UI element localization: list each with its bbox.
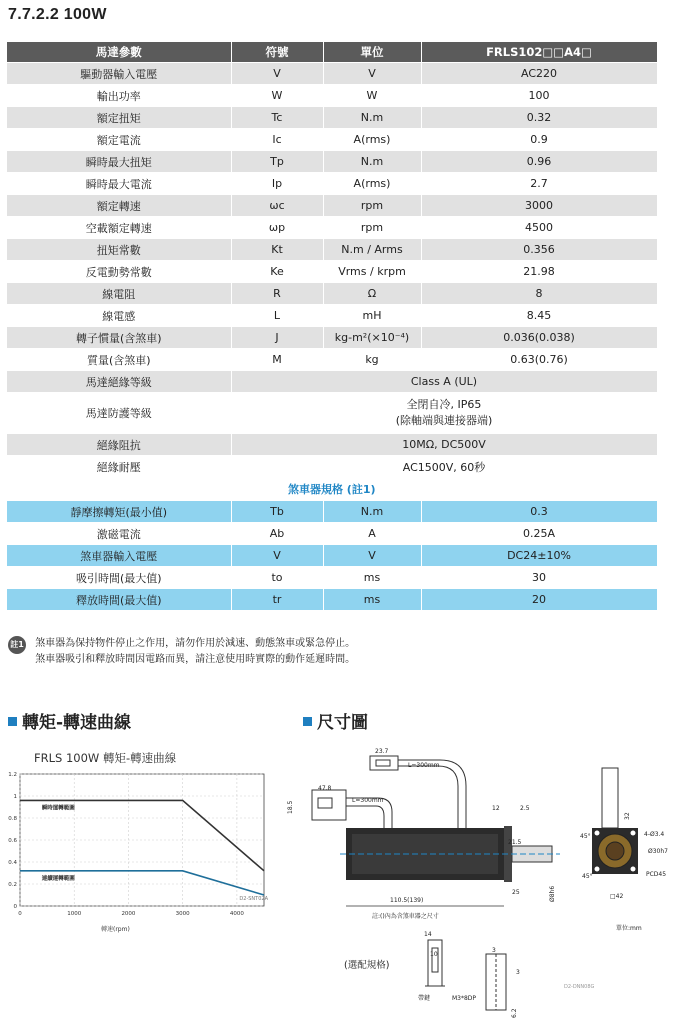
brake-cell-unit: ms bbox=[323, 567, 421, 589]
cell-symbol: M bbox=[231, 349, 323, 371]
cell-value bbox=[231, 393, 657, 434]
chart-series-label-0: 瞬時運轉範圍 bbox=[41, 805, 75, 812]
motor-body bbox=[340, 826, 560, 882]
spec-table bbox=[7, 42, 658, 611]
chart-ytick-label: 1.2 bbox=[8, 772, 17, 778]
cell-param: 額定扭矩 bbox=[7, 107, 231, 129]
table-row bbox=[7, 173, 657, 195]
dim-25: 25 bbox=[512, 889, 520, 896]
cell-symbol: L bbox=[231, 305, 323, 327]
brake-cell-symbol: tr bbox=[231, 589, 323, 611]
cell-unit: N.m / Arms bbox=[323, 239, 421, 261]
cell-symbol: Ic bbox=[231, 129, 323, 151]
note-line-2: 煞車器吸引和釋放時間因電路而異，請注意使用時實際的動作延遲時間。 bbox=[35, 654, 356, 665]
cell-unit: A(rms) bbox=[323, 173, 421, 195]
note-badge: 註1 bbox=[8, 636, 26, 654]
flange-view bbox=[592, 768, 638, 874]
option-label: (選配規格) bbox=[344, 960, 390, 971]
cell-value: 0.9 bbox=[421, 129, 657, 151]
chart-xtick-label: 4000 bbox=[229, 911, 244, 917]
dim-length-note: 註:()內為含煞車器之尺寸 bbox=[372, 913, 439, 920]
chart-ytick-label: 0.4 bbox=[8, 860, 17, 866]
cell-unit: A(rms) bbox=[323, 129, 421, 151]
cell-param: 空載額定轉速 bbox=[7, 217, 231, 239]
cell-value: 0.32 bbox=[421, 107, 657, 129]
cell-unit: Vrms / krpm bbox=[323, 261, 421, 283]
chart-series-label-1: 連續運轉範圍 bbox=[41, 875, 75, 882]
cell-symbol: ωc bbox=[231, 195, 323, 217]
brake-row bbox=[7, 589, 657, 611]
table-row bbox=[7, 63, 657, 85]
chart-ytick-label: 0 bbox=[13, 904, 17, 910]
cell-param: 絕緣耐壓 bbox=[7, 456, 231, 478]
table-row bbox=[7, 261, 657, 283]
table-row bbox=[7, 129, 657, 151]
section-torque-curve bbox=[8, 708, 131, 733]
cell-unit: V bbox=[323, 63, 421, 85]
brake-cell-unit: V bbox=[323, 545, 421, 567]
chart-title: FRLS 100W 轉矩-轉速曲線 bbox=[34, 751, 177, 765]
table-row bbox=[7, 456, 657, 478]
chart-ytick-label: 1 bbox=[13, 794, 17, 800]
brake-cell-value: DC24±10% bbox=[421, 545, 657, 567]
dim-3-a: 3 bbox=[492, 947, 496, 954]
dim-21-5: 21.5 bbox=[508, 839, 522, 846]
table-row bbox=[7, 151, 657, 173]
chart-xlabel: 轉速(rpm) bbox=[101, 926, 130, 933]
brake-cell-value: 30 bbox=[421, 567, 657, 589]
brake-cell-value: 20 bbox=[421, 589, 657, 611]
section-dimensions-label: 尺寸圖 bbox=[317, 713, 368, 733]
brake-cell-param: 吸引時間(最大值) bbox=[7, 567, 231, 589]
cell-unit: kg bbox=[323, 349, 421, 371]
cell-param: 絕緣阻抗 bbox=[7, 434, 231, 456]
cell-param: 馬達防護等級 bbox=[7, 393, 231, 434]
brake-cell-param: 釋放時間(最大值) bbox=[7, 589, 231, 611]
cell-unit: N.m bbox=[323, 151, 421, 173]
chart-xtick-label: 3000 bbox=[175, 911, 190, 917]
brake-cell-symbol: Ab bbox=[231, 523, 323, 545]
chart-xtick-label: 1000 bbox=[67, 911, 82, 917]
chart-xtick-label: 0 bbox=[18, 911, 22, 917]
cell-value: 2.7 bbox=[421, 173, 657, 195]
cell-param: 瞬時最大電流 bbox=[7, 173, 231, 195]
side-cable bbox=[312, 790, 392, 828]
brake-cell-param: 煞車器輸入電壓 bbox=[7, 545, 231, 567]
torque-speed-chart bbox=[6, 740, 274, 940]
note-line-1: 煞車器為保持物件停止之作用，請勿作用於減速、動態煞車或緊急停止。 bbox=[35, 638, 356, 649]
header-symbol: 符號 bbox=[231, 42, 323, 63]
cell-param: 輸出功率 bbox=[7, 85, 231, 107]
chart-code: D2-SNT02A bbox=[239, 896, 268, 902]
cell-param: 馬達絕緣等級 bbox=[7, 371, 231, 393]
cell-unit: rpm bbox=[323, 195, 421, 217]
cell-unit: mH bbox=[323, 305, 421, 327]
dim-holes: 4-Ø3.4 bbox=[644, 831, 665, 838]
cell-value: Class A (UL) bbox=[231, 371, 657, 393]
brake-cell-unit: ms bbox=[323, 589, 421, 611]
cell-unit: rpm bbox=[323, 217, 421, 239]
cell-unit: W bbox=[323, 85, 421, 107]
brake-row bbox=[7, 501, 657, 523]
table-row bbox=[7, 349, 657, 371]
dim-23-7: 23.7 bbox=[375, 748, 389, 755]
dim-6-2: 6.2 bbox=[511, 1008, 518, 1018]
cell-value: AC220 bbox=[421, 63, 657, 85]
dim-phi8: Ø8h6 bbox=[549, 885, 556, 902]
table-row bbox=[7, 195, 657, 217]
table-row bbox=[7, 107, 657, 129]
cell-value: AC1500V, 60秒 bbox=[231, 456, 657, 478]
cell-value-line-1: 全閉自冷, IP65 bbox=[406, 398, 482, 411]
cell-symbol: Ip bbox=[231, 173, 323, 195]
key-label: 帶鍵 bbox=[418, 995, 431, 1002]
brake-row bbox=[7, 545, 657, 567]
dim-unit: 單位:mm bbox=[616, 925, 642, 932]
page-title: 7.7.2.2 100W bbox=[8, 6, 107, 23]
brake-cell-symbol: Tb bbox=[231, 501, 323, 523]
section-bullet-icon bbox=[8, 717, 17, 726]
cell-value: 10MΩ, DC500V bbox=[231, 434, 657, 456]
thread-label: M3*8DP bbox=[452, 995, 477, 1002]
cell-symbol: R bbox=[231, 283, 323, 305]
dim-lead-mid: L=300mm bbox=[352, 797, 384, 804]
dim-32: 32 bbox=[624, 812, 631, 820]
brake-cell-param: 靜摩擦轉矩(最小值) bbox=[7, 501, 231, 523]
cell-param: 線電感 bbox=[7, 305, 231, 327]
section-bullet-icon bbox=[303, 717, 312, 726]
brake-cell-unit: A bbox=[323, 523, 421, 545]
cell-value: 0.356 bbox=[421, 239, 657, 261]
dim-code: D2-DNN08G bbox=[564, 984, 595, 990]
chart-ytick-label: 0.2 bbox=[8, 882, 17, 888]
note-block bbox=[8, 636, 355, 668]
dim-10: 10 bbox=[430, 951, 438, 958]
table-row bbox=[7, 305, 657, 327]
cell-param: 額定電流 bbox=[7, 129, 231, 151]
table-row bbox=[7, 217, 657, 239]
brake-header: 煞車器規格 (註1) bbox=[7, 478, 657, 501]
table-row bbox=[7, 85, 657, 107]
chart-xtick-label: 2000 bbox=[121, 911, 136, 917]
brake-cell-symbol: V bbox=[231, 545, 323, 567]
table-row bbox=[7, 434, 657, 456]
cell-symbol: W bbox=[231, 85, 323, 107]
dim-12: 12 bbox=[492, 805, 500, 812]
dim-sq42: □42 bbox=[610, 893, 624, 900]
cell-unit: N.m bbox=[323, 107, 421, 129]
chart-ytick-label: 0.6 bbox=[8, 838, 17, 844]
cell-symbol: Tc bbox=[231, 107, 323, 129]
dim-47-8: 47.8 bbox=[318, 785, 332, 792]
cell-symbol: J bbox=[231, 327, 323, 349]
cell-value: 8.45 bbox=[421, 305, 657, 327]
cell-symbol: ωp bbox=[231, 217, 323, 239]
cell-unit: kg-m²(×10⁻⁴) bbox=[323, 327, 421, 349]
cell-value-line-2: (除軸端與連接器端) bbox=[395, 414, 493, 427]
header-param: 馬達參數 bbox=[7, 42, 231, 63]
brake-cell-value: 0.25A bbox=[421, 523, 657, 545]
cell-param: 扭矩常數 bbox=[7, 239, 231, 261]
dim-pcd: PCD45 bbox=[646, 871, 667, 878]
cell-value: 0.63(0.76) bbox=[421, 349, 657, 371]
brake-row bbox=[7, 523, 657, 545]
dim-2-5: 2.5 bbox=[520, 805, 530, 812]
brake-row bbox=[7, 567, 657, 589]
table-row bbox=[7, 239, 657, 261]
cell-param: 線電阻 bbox=[7, 283, 231, 305]
cell-param: 額定轉速 bbox=[7, 195, 231, 217]
header-model: FRLS102□□A4□ bbox=[421, 42, 657, 63]
cell-value: 8 bbox=[421, 283, 657, 305]
cell-param: 轉子慣量(含煞車) bbox=[7, 327, 231, 349]
dim-length: 110.5(139) bbox=[390, 897, 424, 904]
brake-cell-unit: N.m bbox=[323, 501, 421, 523]
cell-value: 100 bbox=[421, 85, 657, 107]
dim-phi30: Ø30h7 bbox=[648, 848, 668, 855]
table-row bbox=[7, 283, 657, 305]
cell-value: 0.036(0.038) bbox=[421, 327, 657, 349]
dim-45-a: 45° bbox=[580, 833, 591, 840]
chart-ytick-label: 0.8 bbox=[8, 816, 17, 822]
dim-18-5: 18.5 bbox=[287, 800, 294, 814]
cell-param: 瞬時最大扭矩 bbox=[7, 151, 231, 173]
cell-param: 質量(含煞車) bbox=[7, 349, 231, 371]
dim-14: 14 bbox=[424, 931, 432, 938]
cell-symbol: Kt bbox=[231, 239, 323, 261]
dim-lead-top: L=300mm bbox=[408, 762, 440, 769]
cell-value: 21.98 bbox=[421, 261, 657, 283]
brake-header-row bbox=[7, 478, 657, 501]
cell-value: 4500 bbox=[421, 217, 657, 239]
dim-3-b: 3 bbox=[516, 969, 520, 976]
header-unit: 單位 bbox=[323, 42, 421, 63]
cell-param: 驅動器輸入電壓 bbox=[7, 63, 231, 85]
brake-cell-symbol: to bbox=[231, 567, 323, 589]
dimension-drawing bbox=[280, 738, 680, 1024]
cell-symbol: Tp bbox=[231, 151, 323, 173]
brake-cell-param: 激磁電流 bbox=[7, 523, 231, 545]
brake-cell-value: 0.3 bbox=[421, 501, 657, 523]
table-row bbox=[7, 393, 657, 434]
cell-value: 3000 bbox=[421, 195, 657, 217]
cell-symbol: V bbox=[231, 63, 323, 85]
table-row bbox=[7, 327, 657, 349]
cell-param: 反電動勢常數 bbox=[7, 261, 231, 283]
cell-value: 0.96 bbox=[421, 151, 657, 173]
cell-unit: Ω bbox=[323, 283, 421, 305]
cell-symbol: Ke bbox=[231, 261, 323, 283]
section-dimensions bbox=[303, 708, 368, 733]
table-row bbox=[7, 371, 657, 393]
section-torque-curve-label: 轉矩-轉速曲線 bbox=[22, 713, 132, 733]
dim-45-b: 45° bbox=[582, 873, 593, 880]
